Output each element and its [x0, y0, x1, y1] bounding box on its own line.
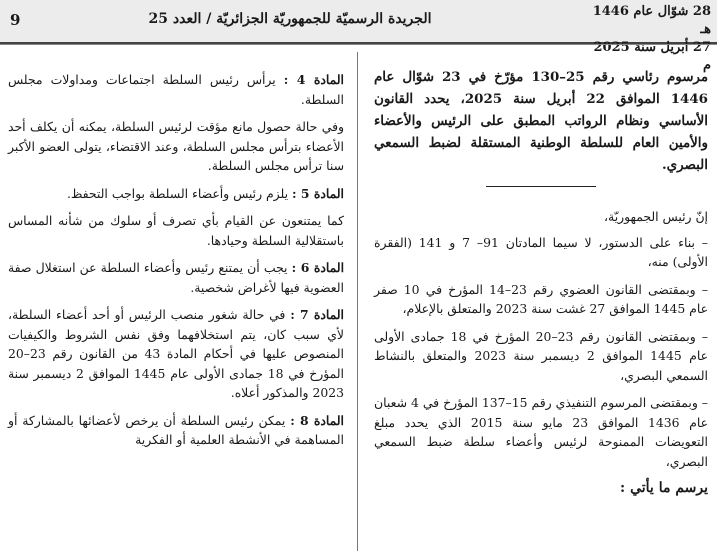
- consideration-paragraph: – وبمقتضى المرسوم التنفيذي رقم 15–137 المؤرخ في 4 شعبان عام 1436 الموافق 23 مايو سنة 2015 الذي يحدد مبلغ التعويضات الممنوحة لرئيس وأعضاء سلطة ضبط السمعي البصري،: [374, 395, 709, 469]
- article-label: المادة 8 :: [290, 412, 344, 428]
- journal-title: الجريدة الرسميّة للجمهوريّة الجزائريّة / العدد 25: [148, 11, 432, 27]
- date-gregorian: 27 أبريل سنة 2025 م: [593, 40, 711, 73]
- article-text: يجب أن يمتنع رئيس وأعضاء السلطة عن استغلال صفة العضوية فيها لأغراض شخصية.: [8, 260, 344, 295]
- decree-title: مرسوم رئاسي رقم 25–130 مؤرّخ في 23 شوّال عام 1446 الموافق 22 أبريل سنة 2025، يحدد القانون الأساسي ونظام الرواتب المطبق على الرئيس والأعضاء والأمين العام للسلطة الوطنية المستقلة لضبط السمعي البصري.: [374, 69, 709, 173]
- article-text: كما يمتنعون عن القيام بأي تصرف أو سلوك من شأنه المساس باستقلالية السلطة وحيادها.: [8, 213, 344, 248]
- consideration-paragraph: – وبمقتضى القانون العضوي رقم 23–14 المؤرخ في 10 صفر عام 1445 الموافق 27 غشت سنة 2023 والمتعلق بالإعلام،: [374, 281, 708, 316]
- article-label: المادة 7 :: [290, 307, 344, 322]
- article-paragraph: [8, 305, 344, 403]
- decree-column: [374, 66, 708, 499]
- header-rule: [0, 44, 717, 45]
- article-text: يمكن رئيس السلطة أن يرخص لأعضائها بالمشاركة أو المساهمة في الأنشطة العلمية أو الفكرية: [8, 412, 344, 447]
- date-hijri: 28 شوّال عام 1446 هـ: [592, 4, 711, 37]
- article-label: المادة 4 :: [283, 72, 345, 87]
- article-text: يلزم رئيس وأعضاء السلطة بواجب التحفظ.: [66, 185, 292, 201]
- consideration-paragraph: – بناء على الدستور، لا سيما المادتان 91– 7 و 141 (الفقرة الأولى) منه،: [374, 234, 709, 269]
- page-number: 9: [10, 11, 21, 29]
- article-paragraph: [8, 117, 344, 176]
- column-divider: [357, 52, 358, 551]
- article-paragraph: [8, 184, 344, 204]
- article-text: وفي حالة حصول مانع مؤقت لرئيس السلطة، يمكنه أن يكلف أحد الأعضاء بترأس مجلس السلطة، وعند الاقتضاء، يتولى العضو الأكبر سنا ترأس مجلس السلطة.: [8, 119, 344, 173]
- article-paragraph: [8, 70, 344, 109]
- consideration-paragraph: – وبمقتضى القانون رقم 23–20 المؤرخ في 18 جمادى الأولى عام 1445 الموافق 2 ديسمبر سنة 2023 والمتعلق بالنشاط السمعي البصري،: [374, 328, 709, 383]
- article-paragraph: [8, 211, 344, 250]
- article-paragraph: [8, 411, 344, 450]
- decree-opening: إنّ رئيس الجمهوريّة،: [604, 209, 708, 224]
- title-underline: [486, 186, 596, 187]
- page-header: [0, 0, 717, 73]
- article-paragraph: [8, 258, 344, 297]
- issue-date: [581, 3, 711, 75]
- article-label: المادة 6 :: [291, 260, 345, 275]
- article-label: المادة 5 :: [292, 185, 344, 201]
- articles-column: [8, 70, 344, 458]
- article-text: في حالة شغور منصب الرئيس أو أحد أعضاء السلطة، لأي سبب كان، يتم استخلافهما وفق نفس الشروط والكيفيات المنصوص عليها في أحكام المادة 43 من القانون رقم 23–20 المؤرخ في 18 جمادى الأولى عام 1445 الموافق 2 ديسمبر سنة 2023 والمذكور أعلاه.: [8, 307, 345, 400]
- article-text: يرأس رئيس السلطة اجتماعات ومداولات مجلس السلطة.: [8, 72, 344, 107]
- decrees-heading: يرسم ما يأتي :: [620, 480, 708, 496]
